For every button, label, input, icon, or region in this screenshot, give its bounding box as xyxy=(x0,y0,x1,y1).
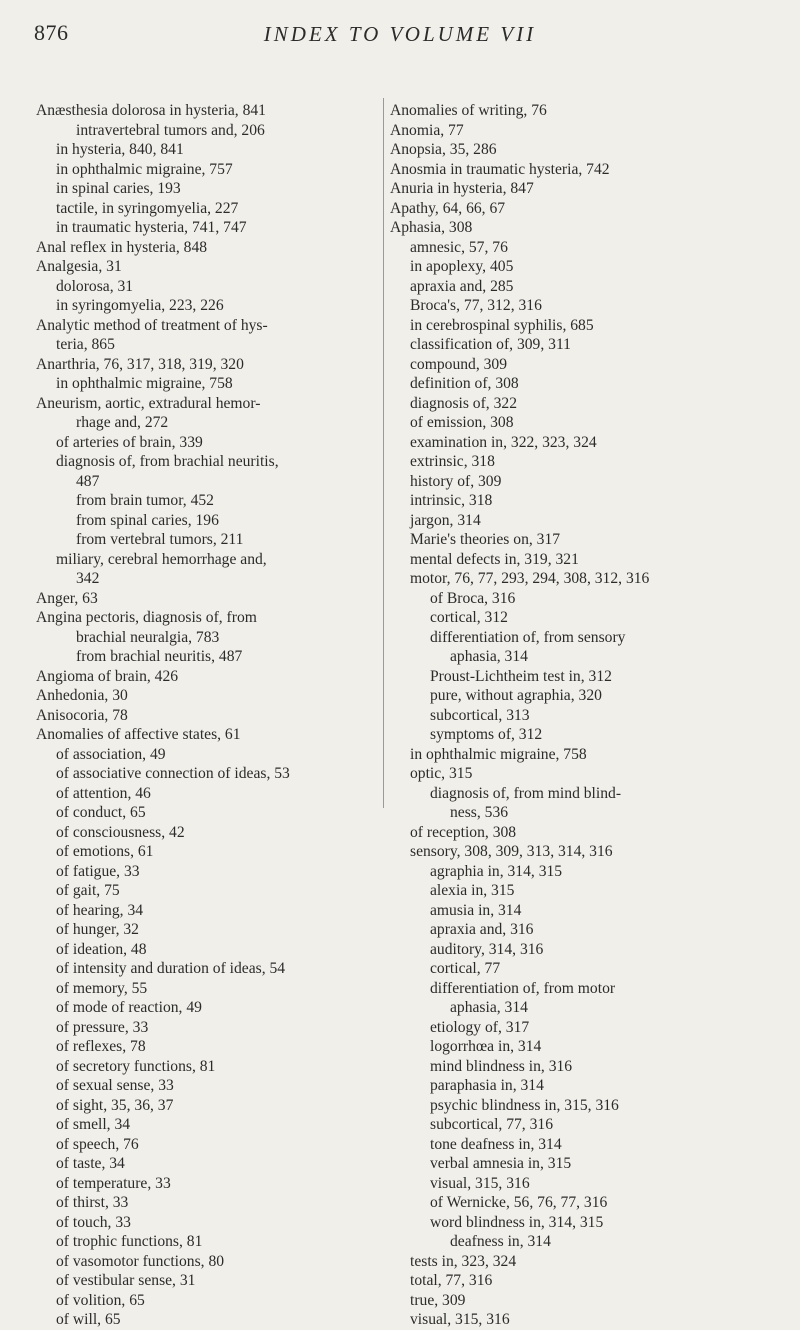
index-entry: of reception, 308 xyxy=(410,823,517,841)
index-entry: teria, 865 xyxy=(56,336,115,353)
index-entry: of speech, 76 xyxy=(56,1135,139,1153)
index-entry: in spinal caries, 193 xyxy=(56,180,181,197)
index-entry: examination in, 322, 323, 324 xyxy=(410,433,597,451)
index-entry: of associative connection of ideas, 53 xyxy=(56,765,290,782)
index-entry: of Broca, 316 xyxy=(430,589,516,607)
index-entry: diagnosis of, from brachial neuritis, xyxy=(56,453,279,470)
index-entry: in syringomyelia, 223, 226 xyxy=(56,297,224,314)
index-entry: rhage and, 272 xyxy=(76,414,169,431)
index-entry: Anger, 63 xyxy=(36,589,98,607)
index-entry: subcortical, 77, 316 xyxy=(430,1116,553,1133)
index-entry: Anomalies of writing, 76 xyxy=(390,102,547,119)
index-entry: differentiation of, from sensory xyxy=(430,628,626,646)
index-entry: agraphia in, 314, 315 xyxy=(430,862,563,880)
index-entry: visual, 315, 316 xyxy=(430,1174,530,1192)
page-number: 876 xyxy=(34,20,69,45)
index-entry: diagnosis of, from mind blind- xyxy=(430,784,622,802)
index-entry: of sexual sense, 33 xyxy=(56,1077,174,1094)
index-entry: psychic blindness in, 315, 316 xyxy=(430,1096,619,1114)
index-entry: of touch, 33 xyxy=(56,1213,131,1231)
index-entry: from vertebral tumors, 211 xyxy=(76,531,244,548)
index-entry: jargon, 314 xyxy=(410,511,481,529)
index-entry: deafness in, 314 xyxy=(450,1233,551,1250)
index-entry: Anuria in hysteria, 847 xyxy=(390,180,534,197)
index-entry: Anopsia, 35, 286 xyxy=(390,141,497,158)
index-entry: of smell, 34 xyxy=(56,1116,131,1133)
index-entry: classification of, 309, 311 xyxy=(410,336,571,353)
index-entry: of taste, 34 xyxy=(56,1155,125,1172)
index-entry: in apoplexy, 405 xyxy=(410,258,514,275)
index-entry: of gait, 75 xyxy=(56,882,120,899)
running-head: INDEX TO VOLUME VII xyxy=(263,22,537,46)
index-entry: aphasia, 314 xyxy=(450,999,528,1016)
index-entry: tone deafness in, 314 xyxy=(430,1135,562,1153)
index-entry: from brachial neuritis, 487 xyxy=(76,648,243,665)
index-entry: of hunger, 32 xyxy=(56,921,139,938)
index-entry: in hysteria, 840, 841 xyxy=(56,141,184,158)
index-entry: of attention, 46 xyxy=(56,784,151,802)
index-entry: 487 xyxy=(76,472,100,490)
index-entry: intrinsic, 318 xyxy=(410,492,493,509)
index-entry: extrinsic, 318 xyxy=(410,453,495,470)
index-entry: Anisocoria, 78 xyxy=(36,706,128,724)
index-entry: symptoms of, 312 xyxy=(430,726,543,743)
index-entry: of ideation, 48 xyxy=(56,940,147,958)
index-entry: dolorosa, 31 xyxy=(56,277,134,295)
index-entry: mental defects in, 319, 321 xyxy=(410,550,579,568)
index-entry: of emotions, 61 xyxy=(56,843,154,860)
index-entry: from spinal caries, 196 xyxy=(76,511,219,529)
index-entry: compound, 309 xyxy=(410,355,508,373)
index-entry: Anosmia in traumatic hysteria, 742 xyxy=(390,160,610,178)
index-entry: visual, 315, 316 xyxy=(410,1311,510,1328)
index-entry: tactile, in syringomyelia, 227 xyxy=(56,199,239,217)
index-entry: of will, 65 xyxy=(56,1311,121,1328)
index-entry: Anomalies of affective states, 61 xyxy=(36,726,241,743)
index-entry: sensory, 308, 309, 313, 314, 316 xyxy=(410,843,613,860)
index-entry: motor, 76, 77, 293, 294, 308, 312, 316 xyxy=(410,570,650,587)
index-entry: in ophthalmic migraine, 758 xyxy=(56,375,233,392)
index-entry: etiology of, 317 xyxy=(430,1018,530,1036)
index-entry: history of, 309 xyxy=(410,472,502,490)
index-entry: in cerebrospinal syphilis, 685 xyxy=(410,316,594,334)
index-entry: Proust-Lichtheim test in, 312 xyxy=(430,667,612,685)
index-entry: cortical, 312 xyxy=(430,609,508,626)
index-entry: logorrhœa in, 314 xyxy=(430,1038,542,1055)
index-entry: of Wernicke, 56, 76, 77, 316 xyxy=(430,1194,608,1211)
column-divider xyxy=(383,98,384,808)
index-entry: of consciousness, 42 xyxy=(56,823,185,841)
index-entry: alexia in, 315 xyxy=(430,882,515,899)
index-entry: in ophthalmic migraine, 758 xyxy=(410,745,587,763)
index-entry: amnesic, 57, 76 xyxy=(410,238,508,256)
index-entry: Marie's theories on, 317 xyxy=(410,531,561,548)
index-entry: of pressure, 33 xyxy=(56,1018,149,1036)
index-entry: total, 77, 316 xyxy=(410,1272,493,1289)
index-entry: Anarthria, 76, 317, 318, 319, 320 xyxy=(36,355,244,373)
index-entry: Aphasia, 308 xyxy=(390,219,473,236)
index-entry: apraxia and, 285 xyxy=(410,277,514,295)
index-entry: of arteries of brain, 339 xyxy=(56,433,203,451)
index-entry: in traumatic hysteria, 741, 747 xyxy=(56,219,247,236)
index-entry: of vestibular sense, 31 xyxy=(56,1272,196,1289)
index-column-right xyxy=(390,101,765,1330)
index-entry: paraphasia in, 314 xyxy=(430,1077,544,1094)
index-entry: Analgesia, 31 xyxy=(36,258,122,275)
index-entry: of sight, 35, 36, 37 xyxy=(56,1096,174,1114)
index-entry: from brain tumor, 452 xyxy=(76,492,214,509)
index-entry: of emission, 308 xyxy=(410,414,514,431)
index-entry: of thirst, 33 xyxy=(56,1194,129,1211)
index-entry: Angina pectoris, diagnosis of, from xyxy=(36,609,257,626)
index-entry: of vasomotor functions, 80 xyxy=(56,1252,225,1270)
index-entry: of memory, 55 xyxy=(56,979,148,997)
index-entry: diagnosis of, 322 xyxy=(410,394,517,412)
index-entry: Anomia, 77 xyxy=(390,121,464,139)
index-entry: Apathy, 64, 66, 67 xyxy=(390,199,506,217)
index-entry: of reflexes, 78 xyxy=(56,1038,146,1055)
index-entry: of mode of reaction, 49 xyxy=(56,999,202,1016)
index-entry: of trophic functions, 81 xyxy=(56,1233,203,1250)
index-entry: 342 xyxy=(76,570,100,587)
index-entry: word blindness in, 314, 315 xyxy=(430,1213,604,1231)
index-entry: of conduct, 65 xyxy=(56,804,146,821)
index-entry: intravertebral tumors and, 206 xyxy=(76,121,265,139)
index-entry: pure, without agraphia, 320 xyxy=(430,687,602,704)
index-entry: Anhedonia, 30 xyxy=(36,687,128,704)
index-entry: Analytic method of treatment of hys- xyxy=(36,316,268,334)
index-entry: Broca's, 77, 312, 316 xyxy=(410,297,542,314)
index-entry: miliary, cerebral hemorrhage and, xyxy=(56,550,267,568)
index-entry: brachial neuralgia, 783 xyxy=(76,628,220,646)
index-entry: of fatigue, 33 xyxy=(56,862,140,880)
index-entry: of volition, 65 xyxy=(56,1291,145,1309)
index-entry: cortical, 77 xyxy=(430,960,501,977)
index-entry: of temperature, 33 xyxy=(56,1174,171,1192)
index-column-left xyxy=(36,101,376,1330)
index-entry: Aneurism, aortic, extradural hemor- xyxy=(36,394,261,412)
index-entry: verbal amnesia in, 315 xyxy=(430,1155,572,1172)
index-entry: differentiation of, from motor xyxy=(430,979,616,997)
index-entry: of hearing, 34 xyxy=(56,901,144,919)
index-entry: of association, 49 xyxy=(56,745,166,763)
index-entry: definition of, 308 xyxy=(410,375,519,392)
index-entry: Anæsthesia dolorosa in hysteria, 841 xyxy=(36,102,266,119)
index-entry: tests in, 323, 324 xyxy=(410,1252,517,1270)
index-entry: amusia in, 314 xyxy=(430,901,522,919)
index-entry: true, 309 xyxy=(410,1291,466,1309)
index-entry: of intensity and duration of ideas, 54 xyxy=(56,960,286,977)
index-entry: apraxia and, 316 xyxy=(430,921,534,938)
index-entry: of secretory functions, 81 xyxy=(56,1057,216,1075)
index-entry: ness, 536 xyxy=(450,804,509,821)
index-entry: Angioma of brain, 426 xyxy=(36,667,179,685)
index-entry: auditory, 314, 316 xyxy=(430,940,544,958)
index-entry: subcortical, 313 xyxy=(430,706,530,724)
index-entry: in ophthalmic migraine, 757 xyxy=(56,160,233,178)
index-entry: optic, 315 xyxy=(410,765,473,782)
index-entry: Anal reflex in hysteria, 848 xyxy=(36,238,208,256)
index-entry: aphasia, 314 xyxy=(450,648,528,665)
index-entry: mind blindness in, 316 xyxy=(430,1057,573,1075)
